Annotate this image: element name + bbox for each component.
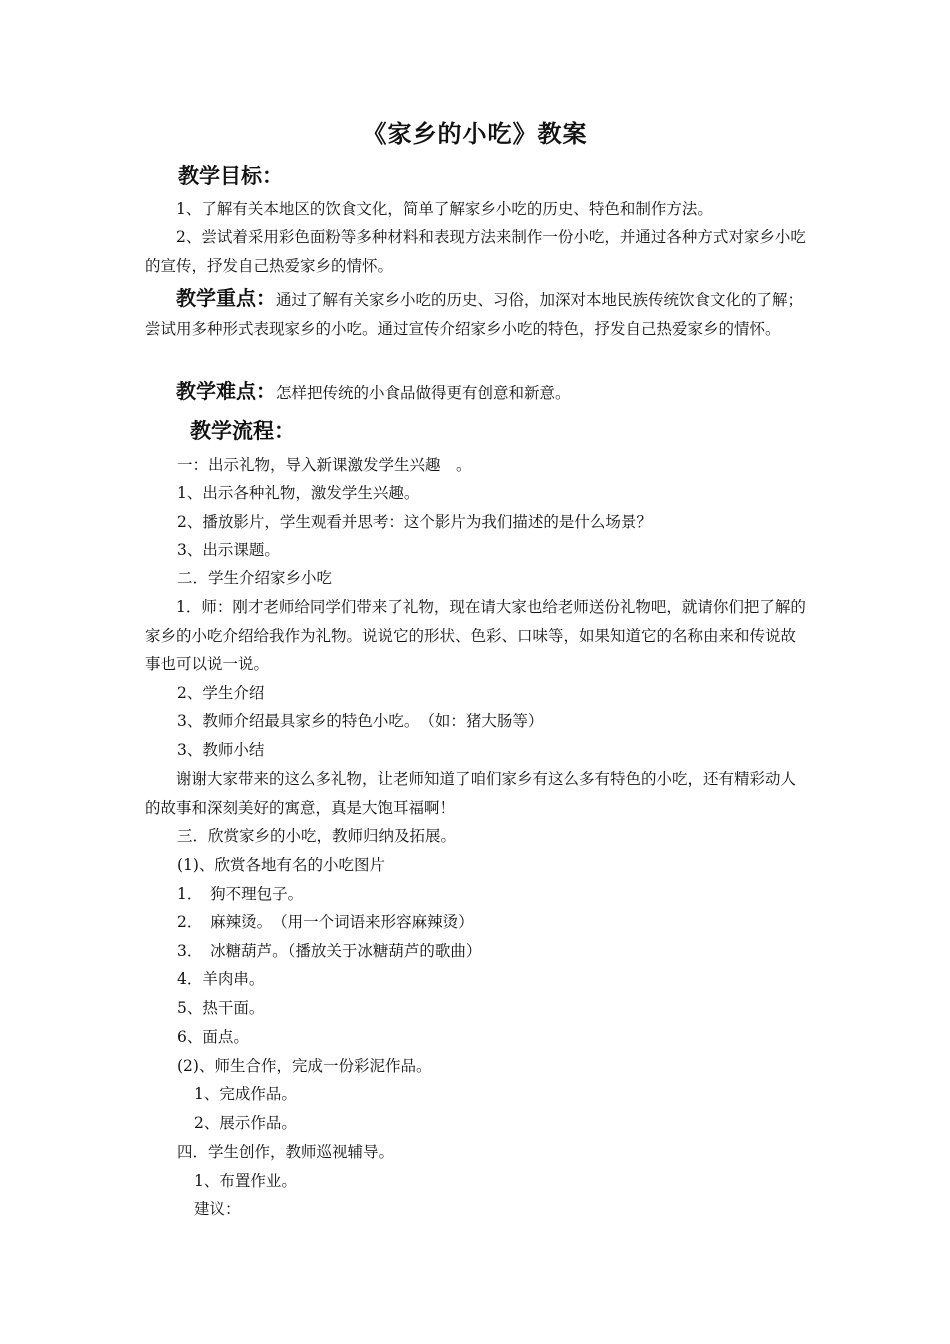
process-step-3-a-1: 1． 狗不理包子。 bbox=[177, 885, 304, 903]
process-heading: 教学流程： bbox=[190, 419, 295, 443]
process-step-3-a-5: 5、热干面。 bbox=[177, 999, 265, 1017]
process-step-3-a-6: 6、面点。 bbox=[177, 1028, 249, 1046]
objective-item-1: 1、了解有关本地区的饮食文化，简单了解家乡小吃的历史、特色和制作方法。 bbox=[176, 200, 713, 218]
process-step-4-1: 1、布置作业。 bbox=[194, 1172, 297, 1190]
key-points-paragraph bbox=[145, 284, 810, 343]
difficulties-paragraph bbox=[145, 377, 810, 408]
process-step-3-b: (2)、师生合作，完成一份彩泥作品。 bbox=[177, 1057, 432, 1075]
process-step-1: 一：出示礼物，导入新课激发学生兴趣 。 bbox=[177, 456, 472, 474]
process-step-1-2: 2、播放影片，学生观看并思考：这个影片为我们描述的是什么场景？ bbox=[177, 513, 652, 531]
process-step-3-a-4: 4．羊肉串。 bbox=[177, 970, 265, 988]
key-points-label: 教学重点： bbox=[176, 286, 276, 310]
process-step-2: 二．学生介绍家乡小吃 bbox=[177, 569, 333, 587]
process-step-3-a-2: 2． 麻辣烫。 （用一个词语来形容麻辣烫） bbox=[177, 913, 474, 931]
process-step-3-a-3: 3． 冰糖葫芦。（播放关于冰糖葫芦的歌曲） bbox=[177, 942, 482, 960]
process-step-1-3: 3、出示课题。 bbox=[177, 541, 280, 559]
difficulties-label: 教学难点： bbox=[176, 379, 276, 403]
objectives-heading: 教学目标： bbox=[178, 164, 283, 188]
process-step-1-1: 1、出示各种礼物，激发学生兴趣。 bbox=[177, 484, 420, 502]
process-step-3-b-1: 1、完成作品。 bbox=[194, 1085, 297, 1103]
process-step-3-b-2: 2、展示作品。 bbox=[194, 1114, 297, 1132]
process-step-2-3: 3、教师介绍最具家乡的特色小吃。 （如：猪大肠等） bbox=[177, 712, 544, 730]
document-title: 《家乡的小吃》教案 bbox=[362, 120, 588, 148]
process-step-4: 四．学生创作，教师巡视辅导。 bbox=[177, 1143, 395, 1161]
key-points-text: 通过了解有关家乡小吃的历史、习俗，加深对本地民族传统饮食文化的了解；尝试用多种形式表现家乡的小吃。通过宣传介绍家乡小吃的特色，抒发自己热爱家乡的情怀。 bbox=[145, 291, 804, 338]
process-step-2-5: 谢谢大家带来的这么多礼物，让老师知道了咱们家乡有这么多有特色的小吃，还有精彩动人的故事和深刻美好的寓意，真是大饱耳福啊！ bbox=[145, 770, 797, 817]
process-step-4-2: 建议： bbox=[194, 1200, 241, 1218]
process-step-2-1: 1．师：刚才老师给同学们带来了礼物，现在请大家也给老师送份礼物吧，就请你们把了解的家乡的小吃介绍给我作为礼物。说说它的形状、色彩、口味等，如果知道它的名称由来和传说故事也可以说一说。 bbox=[145, 598, 806, 673]
difficulties-text: 怎样把传统的小食品做得更有创意和新意。 bbox=[276, 384, 571, 402]
process-step-3-a: (1)、欣赏各地有名的小吃图片 bbox=[177, 856, 385, 874]
process-step-2-4: 3、教师小结 bbox=[177, 741, 265, 759]
objective-item-2: 2、尝试着采用彩色面粉等多种材料和表现方法来制作一份小吃，并通过各种方式对家乡小吃的宣传，抒发自己热爱家乡的情怀。 bbox=[145, 228, 806, 275]
process-step-3: 三．欣赏家乡的小吃，教师归纳及拓展。 bbox=[177, 827, 457, 845]
process-step-2-2: 2、学生介绍 bbox=[177, 684, 265, 702]
